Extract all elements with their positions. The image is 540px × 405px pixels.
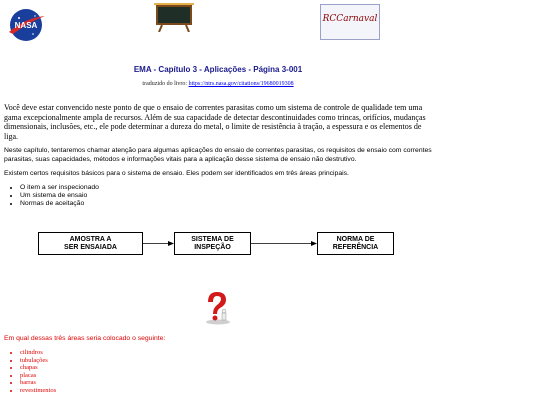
list-item: • tubulações (20, 357, 56, 365)
list-item: • cilindros (20, 349, 56, 357)
question-mark-icon (200, 289, 234, 325)
question-text: Em qual dessas três áreas seria colocado o seguinte: (4, 335, 166, 342)
list-item: • chapas (20, 364, 56, 372)
list-item: • revestimentos (20, 387, 56, 395)
box-label: REFERÊNCIA (332, 243, 379, 251)
list-item: • Um sistema de ensaio (20, 192, 99, 200)
requirements-list (12, 184, 99, 208)
box-label: SER ENSAIADA (64, 243, 117, 251)
list-item: • placas (20, 372, 56, 380)
requirements-paragraph: Existem certos requisitos básicos para o sistema de ensaio. Eles podem ser identificados em três áreas principais. (4, 170, 349, 177)
box-label: AMOSTRA A (69, 236, 112, 243)
list-item: • barras (20, 379, 56, 387)
diagram-box-inspection (174, 232, 251, 255)
nasa-logo-text: NASA (14, 21, 38, 30)
box-label: NORMA DE (336, 236, 375, 243)
list-item: • O item a ser inspecionado (20, 184, 99, 192)
box-label: INSPEÇÃO (194, 243, 231, 251)
chalkboard-icon (150, 2, 198, 32)
chapter-paragraph: Neste capítulo, tentaremos chamar atenção para algumas aplicações do ensaio de correntes parasitas, os requisitos de ensaio com correntes parasitas, suas capacidades, métodos e informações vitais para a aplicação desse sistema de ensaio não destrutivo. (4, 147, 432, 163)
nasa-logo (5, 6, 47, 44)
page-title: EMA - Capítulo 3 - Aplicações - Página 3-001 (133, 65, 303, 74)
box-label: SISTEMA DE (191, 236, 234, 243)
credit-link[interactable]: https://ntrs.nasa.gov/citations/19680019308 (188, 81, 294, 87)
diagram-box-reference (317, 232, 394, 255)
diagram-box-sample (38, 232, 143, 255)
credit-prefix: traduzido do livro: (142, 81, 188, 87)
rc-logo (320, 4, 380, 40)
list-item: • Normas de aceitação (20, 200, 99, 208)
source-credit (0, 81, 436, 87)
answers-list (12, 349, 56, 395)
intro-paragraph: Você deve estar convencido neste ponto de que o ensaio de correntes parasitas como um sistema de controle de qualidade tem uma gama excepcionalmente ampla de recursos. Além de sua capacidade de detectar descontinuidades como trincas, orifícios, mudanças dimensionais, inclusões, etc., ele pode determinar a dureza do metal, o limite de resistência à tração, a espessura e os elementos de liga. (4, 103, 426, 141)
rc-logo-text: RCCarnaval (322, 14, 378, 24)
